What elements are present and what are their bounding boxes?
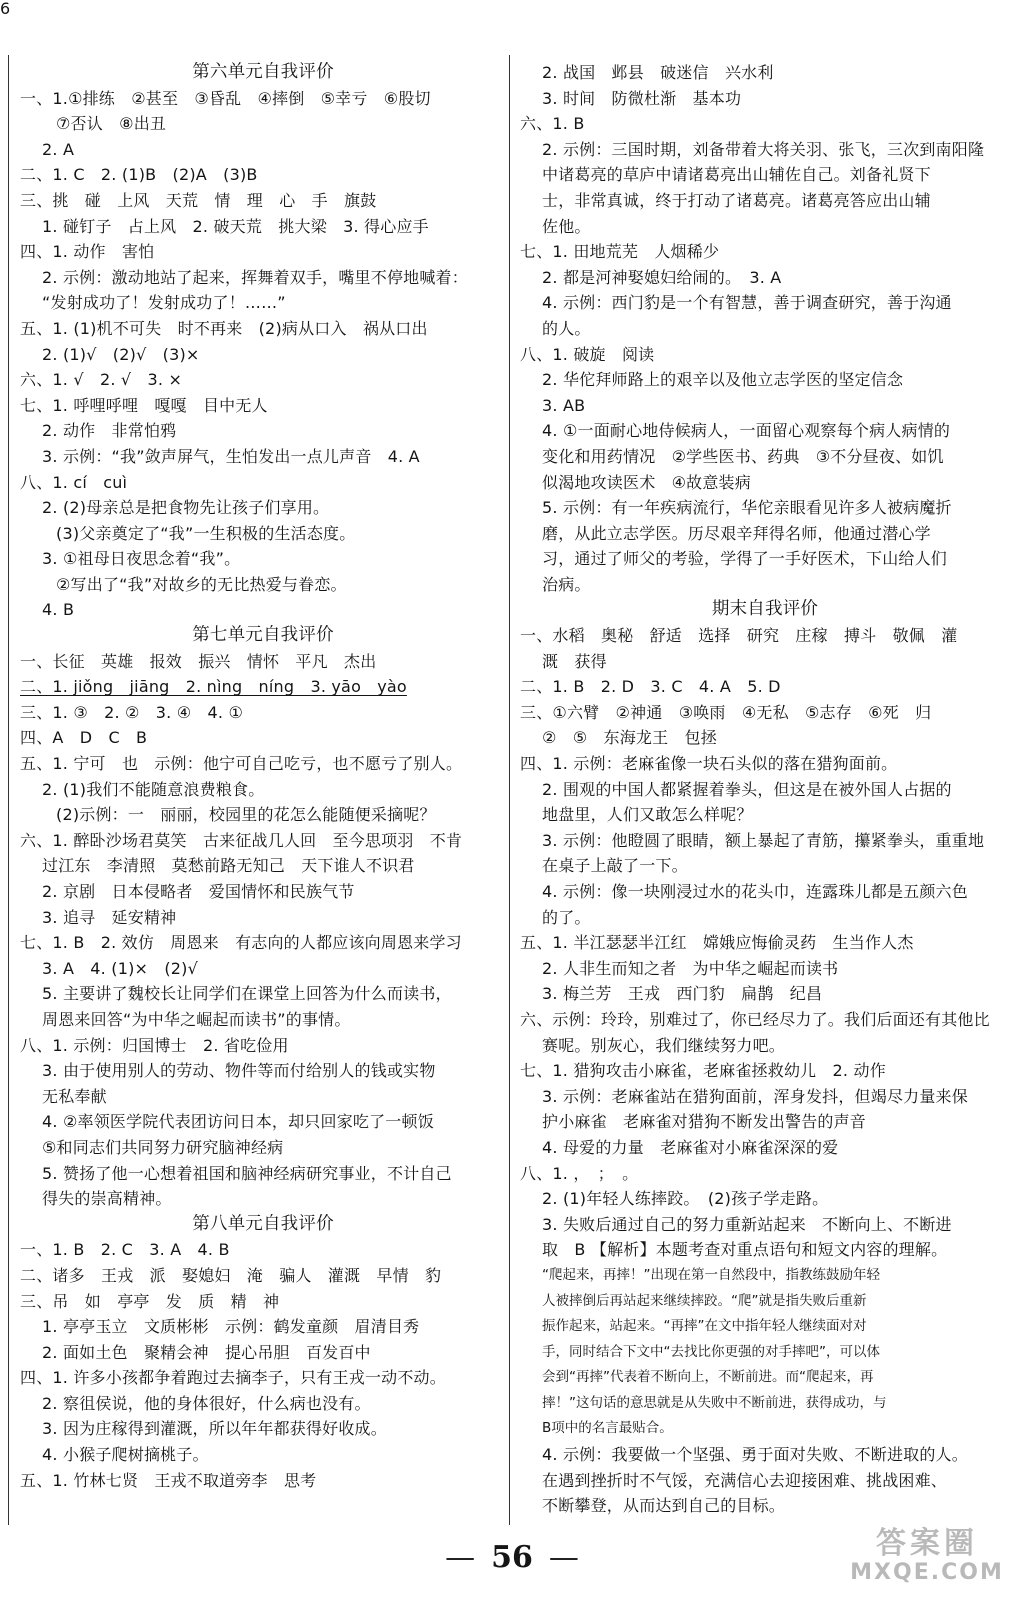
answer-line: 五、1. 竹林七贤 王戎不取道旁李 思考 (20, 1470, 317, 1490)
answer-line: 二、1. jiǒng jiāng 2. nìng níng 3. yāo yào (20, 677, 407, 697)
answer-line: 3. AB (542, 395, 586, 415)
answer-line: 八、1. 破旋 阅读 (520, 344, 655, 364)
answer-line: 得失的崇高精神。 (42, 1189, 172, 1209)
answer-line: B项中的名言最贴合。 (542, 1420, 673, 1437)
answer-line: 五、1. (1)机不可失 时不再来 (2)病从口入 祸从口出 (20, 318, 428, 338)
answer-line: 2. 面如土色 聚精会神 提心吊胆 百发百中 (42, 1342, 371, 1362)
answer-line: 赛呢。别灰心，我们继续努力吧。 (542, 1035, 786, 1055)
watermark-logo: 答案圈 (876, 1526, 978, 1561)
watermark (842, 1527, 1012, 1589)
answer-line: 2. 人非生而知之者 为中华之崛起而读书 (542, 958, 839, 978)
answer-line: 2. (2)母亲总是把食物先让孩子们享用。 (42, 498, 330, 518)
footer-dash-right: — (548, 1540, 579, 1575)
answer-line: 4. ①一面耐心地侍候病人，一面留心观察每个病人病情的 (542, 421, 951, 441)
answer-line: 2. 动作 非常怕鸦 (42, 421, 177, 441)
answer-line: 2. 示例：三国时期，刘备带着大将关羽、张飞，三次到南阳隆 (542, 139, 985, 159)
answer-line: 四、1. 示例：老麻雀像一块石头似的落在猎狗面前。 (520, 754, 898, 774)
answer-line: 手，同时结合下文中“去找比你更强的对手摔吧”，可以体 (542, 1343, 880, 1360)
answer-line: 七、1. 猎狗攻击小麻雀，老麻雀拯救幼儿 2. 动作 (520, 1061, 886, 1081)
answer-line: 1. 亭亭玉立 文质彬彬 示例：鹤发童颜 眉清目秀 (42, 1317, 420, 1337)
section-heading: 第八单元自我评价 (192, 1213, 334, 1234)
answer-line: ⑤和同志们共同努力研究脑神经病 (42, 1137, 284, 1157)
watermark-url: MXQE.COM (850, 1560, 1004, 1585)
answer-line: 3. 示例：老麻雀站在猎狗面前，浑身发抖，但竭尽力量来保 (542, 1086, 968, 1106)
answer-line: 3. 梅兰芳 王戎 西门豹 扁鹊 纪昌 (542, 984, 823, 1004)
answer-line: 护小麻雀 老麻雀对猎狗不断发出警告的声音 (542, 1112, 867, 1132)
answer-line: 2. 察徂侯说，他的身体很好，什么病也没有。 (42, 1393, 371, 1413)
answer-line: 取 B 【解析】本题考查对重点语句和短文内容的理解。 (542, 1240, 948, 1260)
answer-line: 2. 示例：激动地站了起来，挥舞着双手，嘴里不停地喊着： (42, 267, 468, 287)
answer-line: 六、1. B (520, 114, 585, 134)
answer-line: (2)示例：一 丽丽，校园里的花怎么能随便采摘呢？ (56, 805, 436, 825)
answer-line: 3. 时间 防微杜渐 基本功 (542, 88, 742, 108)
answer-line: 4. 母爱的力量 老麻雀对小麻雀深深的爱 (542, 1137, 839, 1157)
answer-line: 摔！”这句话的意思就是从失败中不断前进，获得成功，与 (542, 1394, 887, 1411)
answer-line: 的了。 (542, 907, 591, 927)
answer-line: 六、1. √ 2. √ 3. × (20, 370, 183, 390)
answer-line: 三、①六臂 ②神通 ③唤雨 ④无私 ⑤志存 ⑥死 归 (520, 702, 932, 722)
answer-line: 人被摔倒后再站起来继续摔跤。“爬”就是指失败后重新 (542, 1292, 867, 1309)
answer-line: 4. 示例：我要做一个坚强、勇于面对失败、不断进取的人。 (542, 1445, 968, 1465)
page-number: 56 (491, 1540, 533, 1575)
answer-line: 六、示例：玲玲，别难过了，你已经尽力了。我们后面还有其他比 (520, 1009, 990, 1029)
answer-line: 八、1. 示例：归国博士 2. 省吃俭用 (20, 1035, 289, 1055)
answer-line: 二、诸多 王戎 派 娶媳妇 淹 骗人 灌溉 早情 豹 (20, 1265, 442, 1285)
answer-line: 过江东 李清照 莫愁前路无知己 天下谁人不识君 (42, 856, 415, 876)
answer-line: 五、1. 宁可 也 示例：他宁可自己吃亏，也不愿亏了别人。 (20, 754, 463, 774)
answer-line: 周恩来回答“为中华之崛起而读书”的事情。 (42, 1009, 351, 1029)
answer-line: 4. B (42, 600, 75, 620)
answer-line: 六、1. 醉卧沙场君莫笑 古来征战几人回 至今思项羽 不肯 (20, 830, 463, 850)
answer-line: 5. 主要讲了魏校长让同学们在课堂上回答为什么而读书， (42, 984, 452, 1004)
answer-line: 溉 获得 (542, 651, 607, 671)
answer-line: 会到“再摔”代表着不断向上，不断前进。而“爬起来，再 (542, 1369, 874, 1386)
answer-line: 3. 由于使用别人的劳动、物件等而付给别人的钱或实物 (42, 1061, 436, 1081)
right-column (520, 60, 1010, 1519)
answer-line: 七、1. B 2. 效仿 周恩来 有志向的人都应该向周恩来学习 (20, 933, 462, 953)
answer-line: 七、1. 呼哩呼哩 嘎嘎 目中无人 (20, 395, 268, 415)
answer-line: 5. 示例：有一年疾病流行，华佗亲眼看见许多人被病魔折 (542, 498, 952, 518)
answer-line: 三、1. ③ 2. ② 3. ④ 4. ① (20, 702, 243, 722)
answer-line: 的人。 (542, 318, 591, 338)
answer-line: 五、1. 半江瑟瑟半江红 嫦娥应悔偷灵药 生当作人杰 (520, 933, 914, 953)
section-heading: 第七单元自我评价 (192, 625, 334, 646)
answer-line: 2. 围观的中国人都紧握着拳头，但这是在被外国人占据的 (542, 779, 952, 799)
answer-line: ②写出了“我”对故乡的无比热爱与眷恋。 (56, 574, 347, 594)
answer-line: 无私奉献 (42, 1086, 107, 1106)
answer-line: 4. 示例：像一块刚浸过水的花头巾，连露珠儿都是五颜六色 (542, 882, 968, 901)
answer-line: 一、1. B 2. C 3. A 4. B (20, 1240, 230, 1260)
answer-line: “发射成功了！发射成功了！……” (42, 293, 286, 313)
answer-line: 3. 示例：他瞪圆了眼睛，额上暴起了青筋，攥紧拳头，重重地 (542, 830, 985, 850)
answer-line: 二、1. B 2. D 3. C 4. A 5. D (520, 677, 781, 697)
answer-line: 2. (1)我们不能随意浪费粮食。 (42, 779, 265, 799)
answer-line: 七、1. 田地荒芜 人烟稀少 (520, 242, 720, 262)
answer-line: 佐他。 (542, 216, 591, 236)
answer-line: 2. (1)√ (2)√ (3)× (42, 344, 200, 364)
answer-line: 3. 失败后通过自己的努力重新站起来 不断向上、不断进 (542, 1214, 952, 1234)
left-column (20, 60, 506, 1493)
answer-line: 4. ②率领医学院代表团访问日本，却只回家吃了一顿饭 (42, 1112, 434, 1132)
column-divider-line (509, 55, 510, 1525)
answer-line: 2. 都是河神娶媳妇给闹的。 3. A (542, 267, 782, 287)
answer-line: 变化和用药情况 ②学些医书、药典 ③不分昼夜、如饥 (542, 446, 944, 466)
answer-line: 3. A 4. (1)× (2)√ (42, 958, 198, 978)
answer-line: 二、1. C 2. (1)B (2)A (3)B (20, 165, 258, 185)
answer-line: ⑦否认 ⑧出丑 (56, 114, 167, 134)
answer-line: 在遇到挫折时不气馁，充满信心去迎接困难、挑战困难、 (542, 1470, 948, 1490)
left-margin-line (8, 55, 9, 1525)
answer-line: 2. (1)年轻人练摔跤。 (2)孩子学走路。 (542, 1189, 829, 1209)
answer-line: 4. 示例：西门豹是一个有智慧，善于调查研究，善于沟通 (542, 293, 952, 313)
answer-line: 八、1. cí cuì (20, 472, 128, 492)
answer-line: 一、水稻 奥秘 舒适 选择 研究 庄稼 搏斗 敬佩 灌 (520, 626, 958, 646)
section-heading: 第六单元自我评价 (192, 62, 334, 82)
answer-line: 八、1. ， ； 。 (520, 1163, 639, 1183)
answer-line: 2. 战国 邺县 破迷信 兴水利 (542, 63, 774, 82)
answer-line: ② ⑤ 东海龙王 包拯 (542, 728, 717, 748)
answer-line: 4. 小猴子爬树摘桃子。 (42, 1445, 209, 1465)
answer-line: 治病。 (542, 574, 591, 594)
answer-line: 不断攀登，从而达到自己的目标。 (542, 1496, 786, 1516)
answer-line: 一、长征 英雄 报效 振兴 情怀 平凡 杰出 (20, 651, 377, 671)
answer-line: 四、1. 动作 害怕 (20, 242, 155, 262)
answer-line: 2. 华佗拜师路上的艰辛以及他立志学医的坚定信念 (542, 370, 904, 390)
answer-line: 似渴地攻读医术 ④故意装病 (542, 472, 751, 492)
answer-line: 2. 京剧 日本侵略者 爱国情怀和民族气节 (42, 882, 355, 901)
answer-line: 3. 示例：“我”敛声屏气，生怕发出一点儿声音 4. A (42, 446, 420, 466)
answer-line: 地盘里，人们又敢怎么样呢？ (542, 805, 753, 825)
section-heading: 期末自我评价 (711, 599, 819, 620)
answer-line: 3. ①祖母日夜思念着“我”。 (42, 549, 241, 569)
answer-line: (3)父亲奠定了“我”一生积极的生活态度。 (56, 523, 356, 543)
corner-page-mark: 6 (0, 0, 11, 18)
answer-line: 磨，从此立志学医。历尽艰辛拜得名师，他通过潜心学 (542, 523, 931, 543)
answer-line: 三、吊 如 亭亭 发 质 精 神 (20, 1291, 280, 1311)
answer-line: 中诸葛亮的草庐中请诸葛亮出山辅佐自己。刘备礼贤下 (542, 165, 931, 185)
answer-line: 四、1. 许多小孩都争着跑过去摘李子，只有王戎一动不动。 (20, 1368, 446, 1388)
answer-line: 在桌子上敲了一下。 (542, 856, 688, 876)
answer-line: 振作起来，站起来。“再摔”在文中指年轻人继续面对对 (542, 1318, 867, 1335)
answer-line: 3. 因为庄稼得到灌溉，所以年年都获得好收成。 (42, 1419, 387, 1439)
answer-line: 三、挑 碰 上风 天荒 情 理 心 手 旗鼓 (20, 190, 377, 210)
answer-line: 1. 碰钉子 占上风 2. 破天荒 挑大梁 3. 得心应手 (42, 216, 429, 236)
answer-line: 3. 追寻 延安精神 (42, 907, 177, 927)
answer-line: 士，非常真诚，终于打动了诸葛亮。诸葛亮答应出山辅 (542, 190, 931, 210)
answer-line: “爬起来，再摔！”出现在第一自然段中，指教练鼓励年轻 (542, 1266, 880, 1283)
footer-dash-left: — (445, 1540, 476, 1575)
answer-line: 四、A D C B (20, 728, 148, 748)
answer-line: 习，通过了师父的考验，学得了一手好医术，下山给人们 (542, 549, 948, 569)
answer-line: 一、1.①排练 ②甚至 ③昏乱 ④摔倒 ⑤幸亏 ⑥股切 (20, 88, 431, 108)
answer-line: 2. A (42, 139, 75, 159)
answer-line: 5. 赞扬了他一心想着祖国和脑神经病研究事业，不计自己 (42, 1163, 452, 1183)
